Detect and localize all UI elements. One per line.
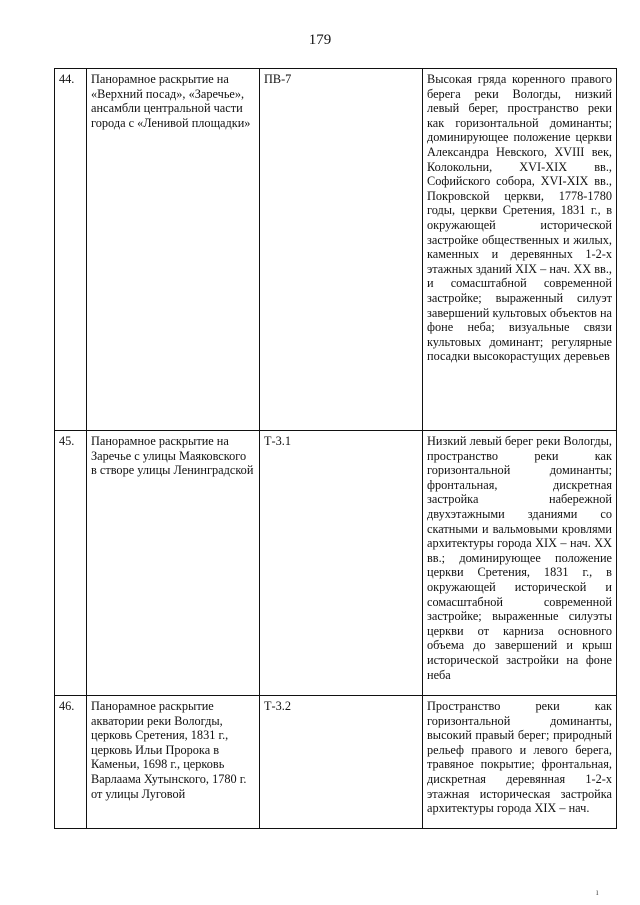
row-number: 44. [55,69,87,431]
viewpoint-name: Панорамное раскрытие на Заречье с улицы Маяковского в створе улицы Ленинградской [87,431,260,696]
viewpoints-table [54,68,617,829]
viewpoint-code: Т-3.1 [260,431,423,696]
table-row [55,696,617,829]
viewpoint-description: Высокая гряда коренного правого берега реки Вологды, низкий левый берег, пространство реки как горизонтальной доминанты; доминирующее положение церкви Александра Невского, XVIII век, Колокольни, XVI-XIX вв., Софийского собора, XVI-XIX вв., Покровской церкви, 1778-1780 годы, церкви Сретения, 1831 г., в окружающей исторической застройке общественных и жилых, каменных и деревянных 1-2-х этажных зданий XIX – нач. XX вв., и сомасштабной современной застройке; выраженный силуэт завершений культовых объектов на фоне неба; визуальные связи культовых доминант; регулярные посадки высокорастущих деревьев [423,69,617,431]
page-number: 179 [308,32,332,48]
row-number: 45. [55,431,87,696]
viewpoint-description: Пространство реки как горизонтальной доминанты, высокий правый берег; природный рельеф правого и левого берега, травяное покрытие; фронтальная, дискретная деревянная 1-2-х этажная историческая застройка архитектуры города XIX – нач. [423,696,617,829]
row-number: 46. [55,696,87,829]
viewpoint-code: Т-3.2 [260,696,423,829]
viewpoint-description: Низкий левый берег реки Вологды, пространство реки как горизонтальной доминанты; фронтальная, дискретная застройка набережной двухэтажными зданиями со скатными и вальмовыми кровлями архитектуры города XIX – нач. XX вв.; доминирующее положение церкви Сретения, 1831 г., в окружающей исторической и сомасштабной современной застройке; выраженные силуэты церкви от карниза основного объема до завершений и крыш исторической застройки на фоне неба [423,431,617,696]
stray-mark: ı [596,887,599,897]
table-row [55,431,617,696]
viewpoint-code: ПВ-7 [260,69,423,431]
viewpoint-name: Панорамное раскрытие акватории реки Вологды, церковь Сретения, 1831 г., церковь Ильи Пророка в Каменьи, 1698 г., церковь Варлаама Хутынского, 1780 г. от улицы Луговой [87,696,260,829]
viewpoint-name: Панорамное раскрытие на «Верхний посад», «Заречье», ансамбли центральной части города с «Ленивой площадки» [87,69,260,431]
table-row [55,69,617,431]
